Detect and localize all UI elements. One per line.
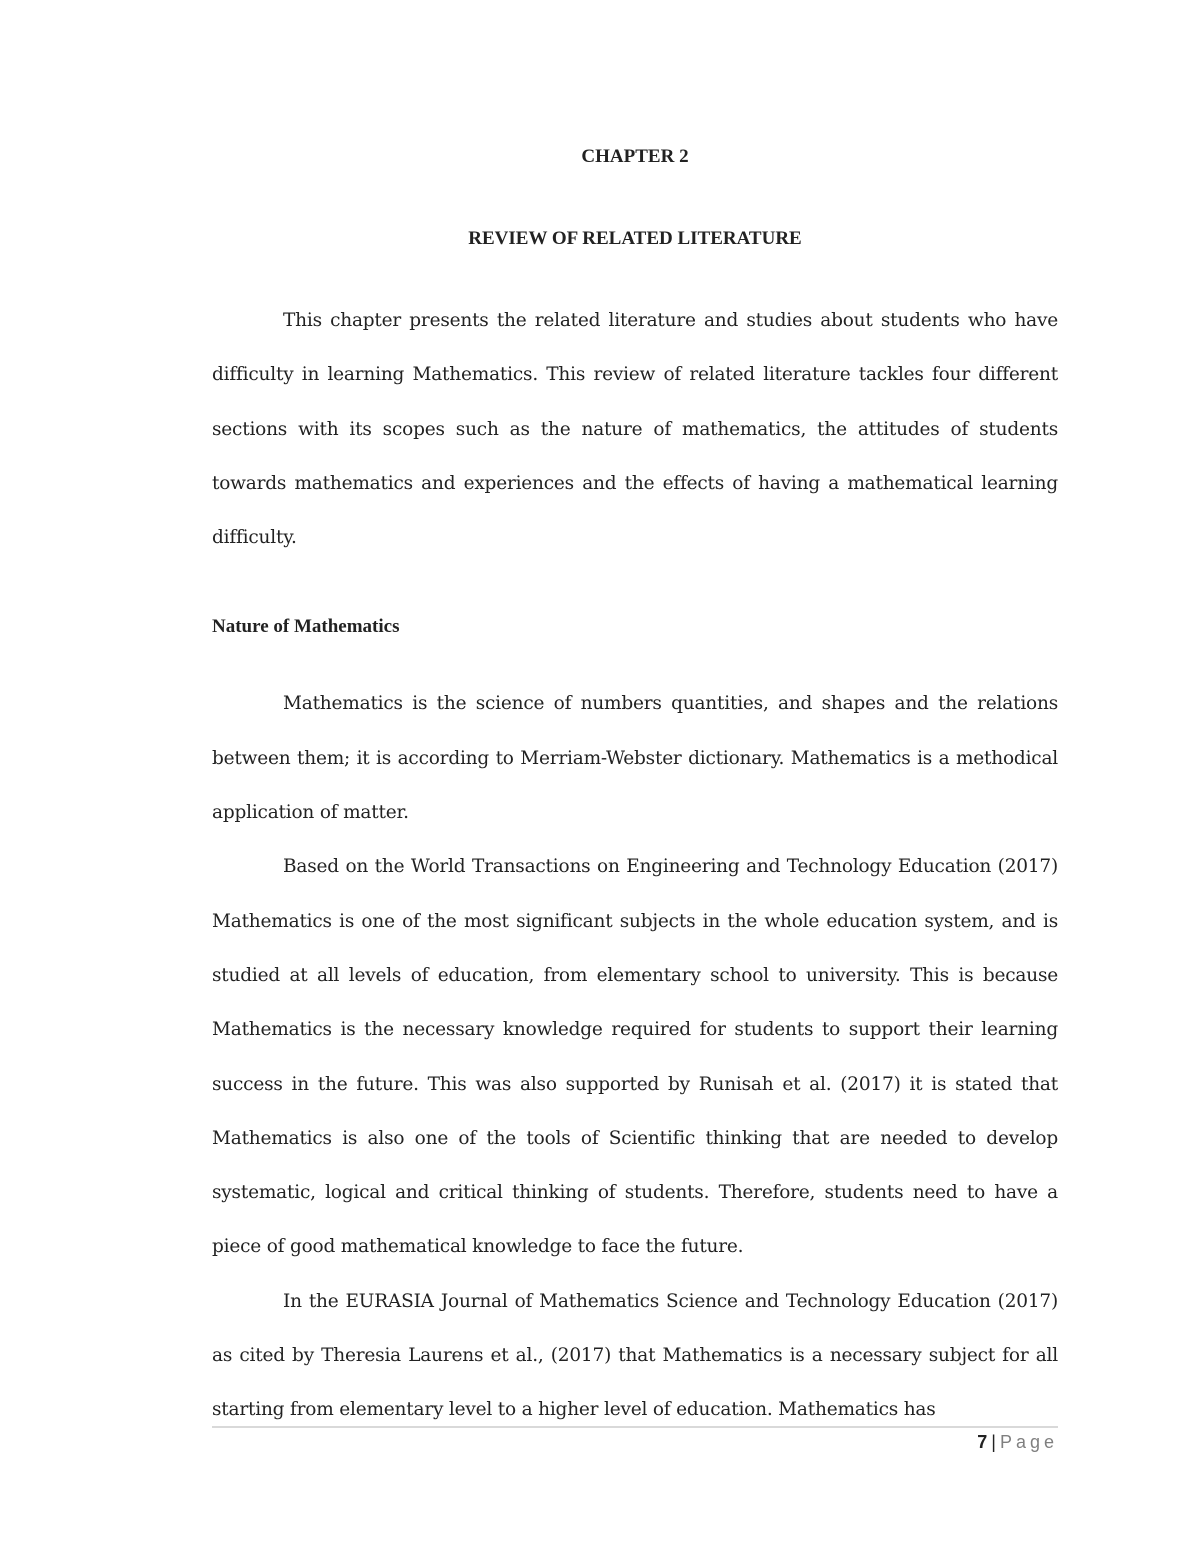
footer-divider xyxy=(212,1426,1058,1428)
page-footer xyxy=(977,1432,1058,1453)
body-paragraph: Based on the World Transactions on Engineering and Technology Education (2017) Mathematics is one of the most significant subjects in the whole education system, and is studied at all levels of education, from elementary school to university. This is because Mathematics is the necessary knowledge required for students to support their learning success in the future. This was also supported by Runisah et al. (2017) it is stated that Mathematics is also one of the tools of Scientific thinking that are needed to develop systematic, logical and critical thinking of students. Therefore, students need to have a piece of good mathematical knowledge to face the future. xyxy=(212,856,1058,1258)
chapter-label: CHAPTER 2 xyxy=(581,146,689,167)
chapter-title: REVIEW OF RELATED LITERATURE xyxy=(468,228,802,249)
intro-paragraph: This chapter presents the related literature and studies about students who have difficulty in learning Mathematics. This review of related literature tackles four different sections with its scopes such as the nature of mathematics, the attitudes of students towards mathematics and experiences and the effects of having a mathematical learning difficulty. xyxy=(212,310,1058,549)
body-paragraph: In the EURASIA Journal of Mathematics Science and Technology Education (2017) as cited by Theresia Laurens et al., (2017) that Mathematics is a necessary subject for all starting from elementary level to a higher level of education. Mathematics has xyxy=(212,1290,1058,1421)
page-number: 7 xyxy=(977,1432,988,1452)
section-heading: Nature of Mathematics xyxy=(212,616,400,638)
body-paragraph: Mathematics is the science of numbers quantities, and shapes and the relations between them; it is according to Merriam-Webster dictionary. Mathematics is a methodical application of matter. xyxy=(212,693,1058,824)
page-body xyxy=(212,138,1058,1438)
page-label: Page xyxy=(999,1432,1058,1452)
footer-separator: | xyxy=(991,1432,996,1452)
